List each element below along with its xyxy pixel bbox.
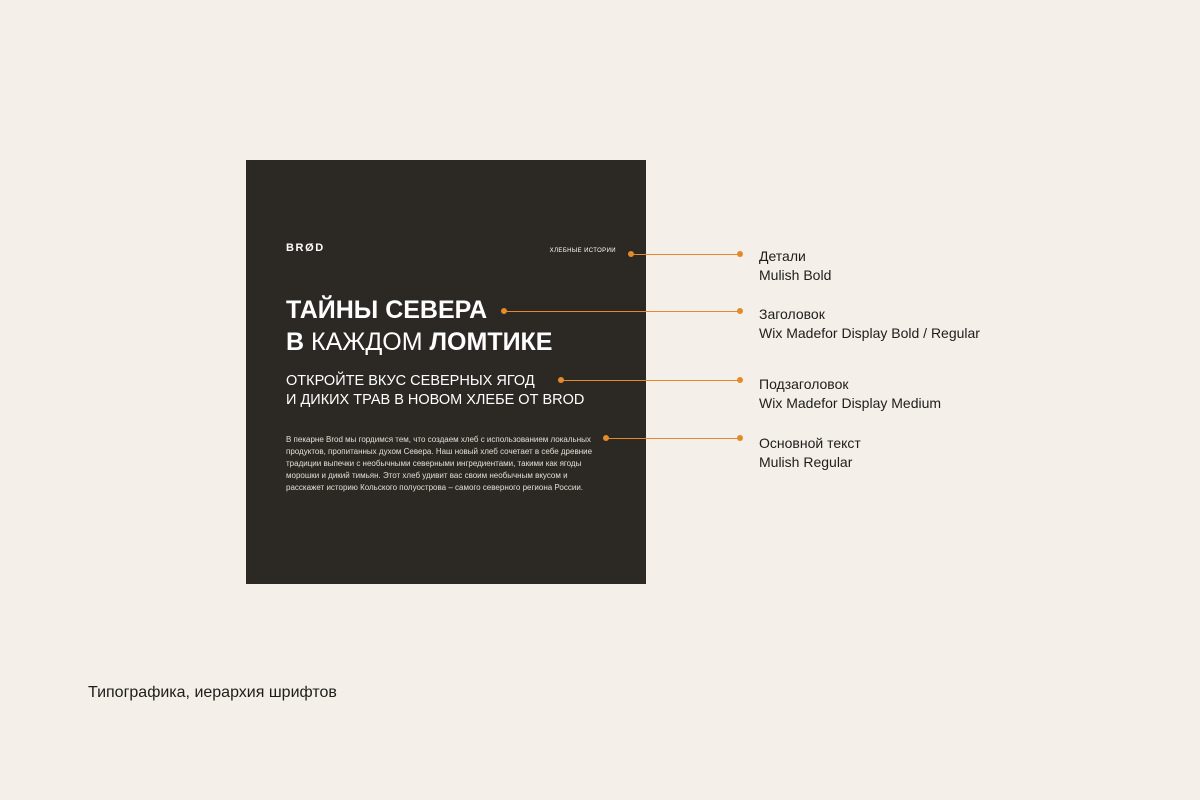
poster-body-text: В пекарне Brod мы гордимся тем, что создаем хлеб с использованием локальных продуктов, пропитанных духом Севера. Наш новый хлеб сочетает в себе древние традиции выпечки с необычными северными ингредиентами, такими как ягоды морошки и дикий тимьян. Этот хлеб удивит вас своим необычным вкусом и расскажет историю Кольского полуострова – самого северного региона России.	[286, 435, 593, 492]
subtitle-connector-line	[561, 380, 740, 381]
poster-card	[246, 160, 646, 584]
page-caption: Типографика, иерархия шрифтов	[88, 684, 337, 701]
annotation-body-title: Основной текст	[759, 435, 861, 451]
subtitle-marker-end-dot	[737, 377, 743, 383]
annotation-body	[759, 434, 861, 472]
details-connector-line	[631, 254, 740, 255]
details-marker-end-dot	[737, 251, 743, 257]
subtitle-line-2: И ДИКИХ ТРАВ В НОВОМ ХЛЕБЕ ОТ BROD	[286, 392, 585, 408]
headline-word-bold-end: ЛОМТИКЕ	[429, 328, 553, 356]
annotation-subtitle-title: Подзаголовок	[759, 376, 849, 392]
headline-line-2	[286, 326, 553, 358]
annotation-headline	[759, 305, 980, 343]
details-label: ХЛЕБНЫЕ ИСТОРИИ	[549, 248, 616, 254]
brand-logo: BRØD	[286, 242, 325, 254]
body-connector-line	[606, 438, 740, 439]
annotation-body-font: Mulish Regular	[759, 454, 853, 470]
annotation-details-font: Mulish Bold	[759, 267, 832, 283]
poster-headline	[286, 294, 553, 358]
headline-marker-end-dot	[737, 308, 743, 314]
annotation-subtitle	[759, 375, 941, 413]
poster-subtitle	[286, 372, 584, 410]
annotation-headline-title: Заголовок	[759, 306, 825, 322]
body-marker-end-dot	[737, 435, 743, 441]
annotation-details	[759, 247, 831, 285]
annotation-subtitle-font: Wix Madefor Display Medium	[759, 395, 942, 411]
headline-word-regular: КАЖДОМ	[311, 328, 423, 356]
headline-line-1: ТАЙНЫ СЕВЕРА	[286, 296, 488, 324]
headline-word-bold-start: В	[286, 328, 305, 356]
annotation-headline-font: Wix Madefor Display Bold / Regular	[759, 325, 980, 341]
headline-connector-line	[504, 311, 740, 312]
annotation-details-title: Детали	[759, 248, 806, 264]
subtitle-line-1: ОТКРОЙТЕ ВКУС СЕВЕРНЫХ ЯГОД	[286, 373, 535, 389]
